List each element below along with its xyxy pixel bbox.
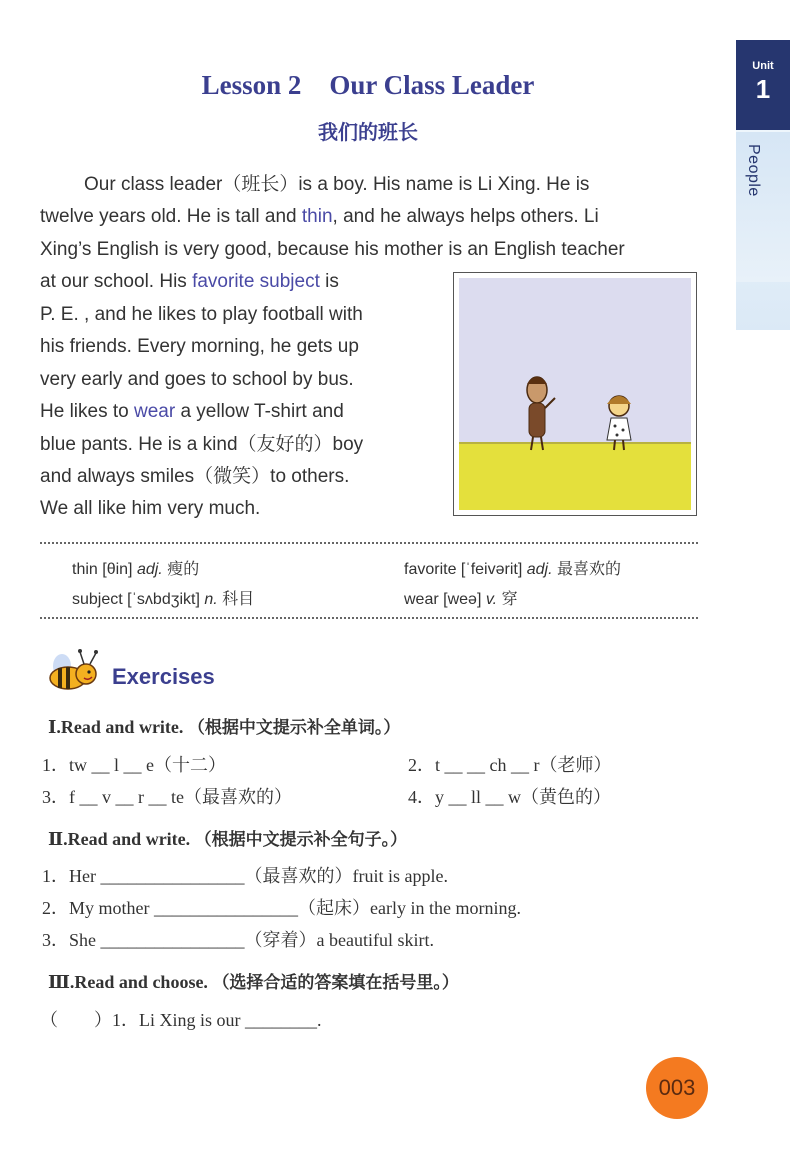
vocab-highlight-wear: wear <box>133 401 176 422</box>
unit-label: Unit <box>752 60 774 72</box>
exercise-1-3[interactable]: 3．f __ v __ r __ te（最喜欢的） <box>42 787 292 807</box>
exercise-1-2[interactable]: 2．t __ __ ch __ r（老师） <box>408 755 612 775</box>
vocab-highlight-thin: thin <box>301 206 333 227</box>
unit-tab[interactable] <box>736 40 790 130</box>
lesson-subtitle: 我们的班长 <box>318 120 418 144</box>
exercises-heading: Exercises <box>112 664 215 689</box>
section-label: People <box>745 144 762 197</box>
divider-bottom <box>40 617 698 619</box>
section-2-heading: Ⅱ.Read and write. （根据中文提示补全句子。） <box>48 829 408 850</box>
exercise-1-4[interactable]: 4．y __ ll __ w（黄色的） <box>408 787 612 807</box>
bee-icon <box>44 646 104 696</box>
passage-line-4: at our school. His favorite subject is <box>40 271 339 292</box>
vocab-highlight-favorite-subject: favorite subject <box>192 271 320 292</box>
passage-line-3: Xing’s English is very good, because his mother is an English teacher <box>40 239 625 260</box>
unit-number: 1 <box>755 74 771 104</box>
vocab-thin: thin [θin] adj. 瘦的 <box>72 561 200 578</box>
page-number-badge: 003 <box>646 1057 708 1119</box>
passage-line-1: Our class leader（班长）is a boy. His name is Li Xing. He is <box>84 174 590 195</box>
illustration-frame <box>453 272 697 516</box>
passage-line-2: twelve years old. He is tall and thin, and he always helps others. Li <box>40 206 599 227</box>
exercise-2-3[interactable]: 3．She ________________（穿着）a beautiful skirt. <box>42 930 434 950</box>
section-1-heading: Ⅰ.Read and write. （根据中文提示补全单词。） <box>48 717 401 738</box>
passage-line-8: He likes to wear a yellow T-shirt and <box>40 401 344 422</box>
lesson-title <box>0 70 736 101</box>
section-tab-people[interactable] <box>736 132 790 282</box>
passage-line-5: P. E. , and he likes to play football with <box>40 304 363 325</box>
vocab-wear: wear [weə] v. 穿 <box>404 591 518 608</box>
section-3-heading: Ⅲ.Read and choose. （选择合适的答案填在括号里。） <box>48 972 459 993</box>
passage-line-10: and always smiles（微笑）to others. <box>40 466 350 487</box>
passage-line-9: blue pants. He is a kind（友好的）boy <box>40 434 364 455</box>
classroom-illustration <box>459 278 691 510</box>
exercise-3-1[interactable]: （ ）1．Li Xing is our ________. <box>40 1010 322 1030</box>
lesson-name: Our Class Leader <box>329 70 535 100</box>
vocab-subject: subject [ˈsʌbdʒikt] n. 科目 <box>72 591 255 608</box>
passage-line-11: We all like him very much. <box>40 498 261 519</box>
passage-line-6: his friends. Every morning, he gets up <box>40 336 359 357</box>
exercise-2-1[interactable]: 1．Her ________________（最喜欢的）fruit is apple. <box>42 866 448 886</box>
vocab-favorite: favorite [ˈfeivərit] adj. 最喜欢的 <box>404 561 621 578</box>
divider-top <box>40 542 698 544</box>
exercise-2-2[interactable]: 2．My mother ________________（起床）early in the morning. <box>42 898 521 918</box>
exercise-1-1[interactable]: 1．tw __ l __ e（十二） <box>42 755 226 775</box>
lesson-number: Lesson 2 <box>201 70 302 100</box>
passage-line-7: very early and goes to school by bus. <box>40 369 354 390</box>
